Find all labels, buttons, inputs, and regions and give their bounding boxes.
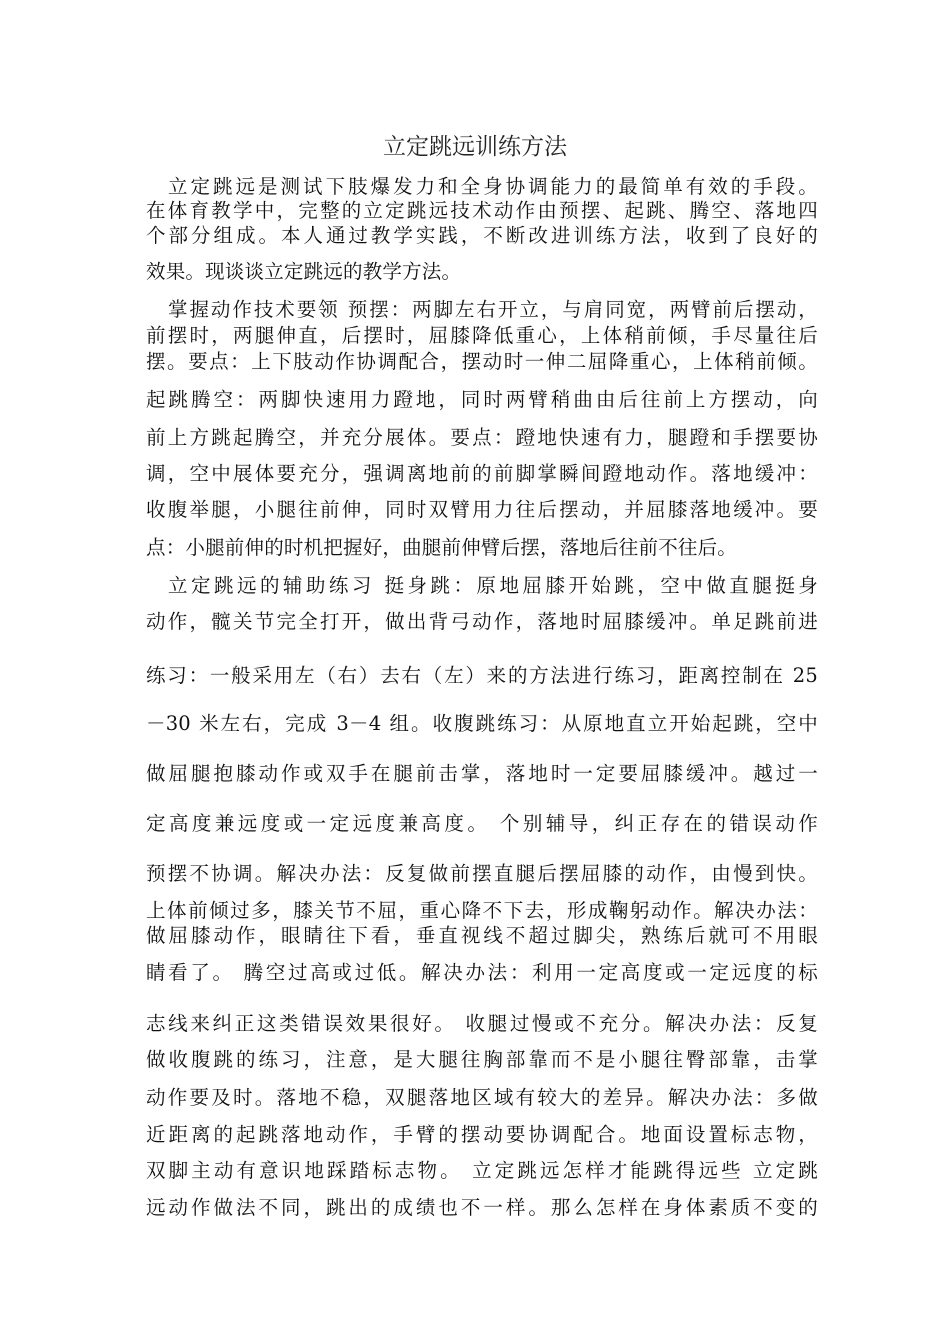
text-line: 练习：一般采用左（右）去右（左）来的方法进行练习，距离控制在 25 (146, 664, 818, 687)
text-line: 收腹举腿，小腿往前伸，同时双臂用力往后摆动，并屈膝落地缓冲。要 (146, 498, 818, 521)
text-line: 双脚主动有意识地踩踏标志物。 立定跳远怎样才能跳得远些 立定跳 (146, 1159, 818, 1182)
text-line: 效果。现谈谈立定跳远的教学方法。 (146, 260, 462, 283)
text-line: 在体育教学中，完整的立定跳远技术动作由预摆、起跳、腾空、落地四 (146, 199, 818, 222)
text-line: 预摆不协调。解决办法：反复做前摆直腿后摆屈膝的动作，由慢到快。 (146, 862, 818, 885)
text-line: 动作要及时。落地不稳，双腿落地区域有较大的差异。解决办法：多做 (146, 1086, 818, 1109)
text-line: 个部分组成。本人通过教学实践，不断改进训练方法，收到了良好的 (146, 224, 818, 247)
text-line: 摆。要点：上下肢动作协调配合，摆动时一伸二屈降重心，上体稍前倾。 (146, 350, 818, 373)
text-line: 睛看了。 腾空过高或过低。解决办法：利用一定高度或一定远度的标 (146, 961, 818, 984)
text-line: 立定跳远的辅助练习 挺身跳：原地屈膝开始跳，空中做直腿挺身 (168, 574, 818, 597)
text-line: 起跳腾空：两脚快速用力蹬地，同时两臂稍曲由后往前上方摆动，向 (146, 388, 818, 411)
text-line: 立定跳远是测试下肢爆发力和全身协调能力的最简单有效的手段。 (168, 175, 818, 198)
text-line: 远动作做法不同，跳出的成绩也不一样。那么怎样在身体素质不变的 (146, 1196, 818, 1219)
text-line: 做收腹跳的练习，注意，是大腿往胸部靠而不是小腿往臀部靠，击掌 (146, 1048, 818, 1071)
text-line: 前上方跳起腾空，并充分展体。要点：蹬地快速有力，腿蹬和手摆要协 (146, 426, 818, 449)
text-line: 点：小腿前伸的时机把握好，曲腿前伸臂后摆，落地后往前不往后。 (146, 536, 738, 559)
text-line: 定高度兼远度或一定远度兼高度。 个别辅导，纠正存在的错误动作 (146, 812, 818, 835)
text-line: 上体前倾过多，膝关节不屈，重心降不下去，形成鞠躬动作。解决办法： (146, 899, 818, 922)
text-line: 做屈膝动作，眼睛往下看，垂直视线不超过脚尖，熟练后就可不用眼 (146, 924, 818, 947)
text-line: 做屈腿抱膝动作或双手在腿前击掌，落地时一定要屈膝缓冲。越过一 (146, 762, 818, 785)
document-title: 立定跳远训练方法 (383, 134, 567, 160)
text-line: 掌握动作技术要领 预摆：两脚左右开立，与肩同宽，两臂前后摆动， (168, 298, 818, 321)
text-line: 调，空中展体要充分，强调离地前的前脚掌瞬间蹬地动作。落地缓冲： (146, 462, 818, 485)
text-line: 前摆时，两腿伸直，后摆时，屈膝降低重心，上体稍前倾，手尽量往后 (146, 324, 818, 347)
text-line: 近距离的起跳落地动作，手臂的摆动要协调配合。地面设置标志物， (146, 1123, 818, 1146)
text-line: 志线来纠正这类错误效果很好。 收腿过慢或不充分。解决办法：反复 (146, 1012, 818, 1035)
text-line: －30 米左右，完成 3－4 组。收腹跳练习：从原地直立开始起跳，空中 (146, 712, 818, 735)
text-line: 动作，髋关节完全打开，做出背弓动作，落地时屈膝缓冲。单足跳前进 (146, 610, 818, 633)
